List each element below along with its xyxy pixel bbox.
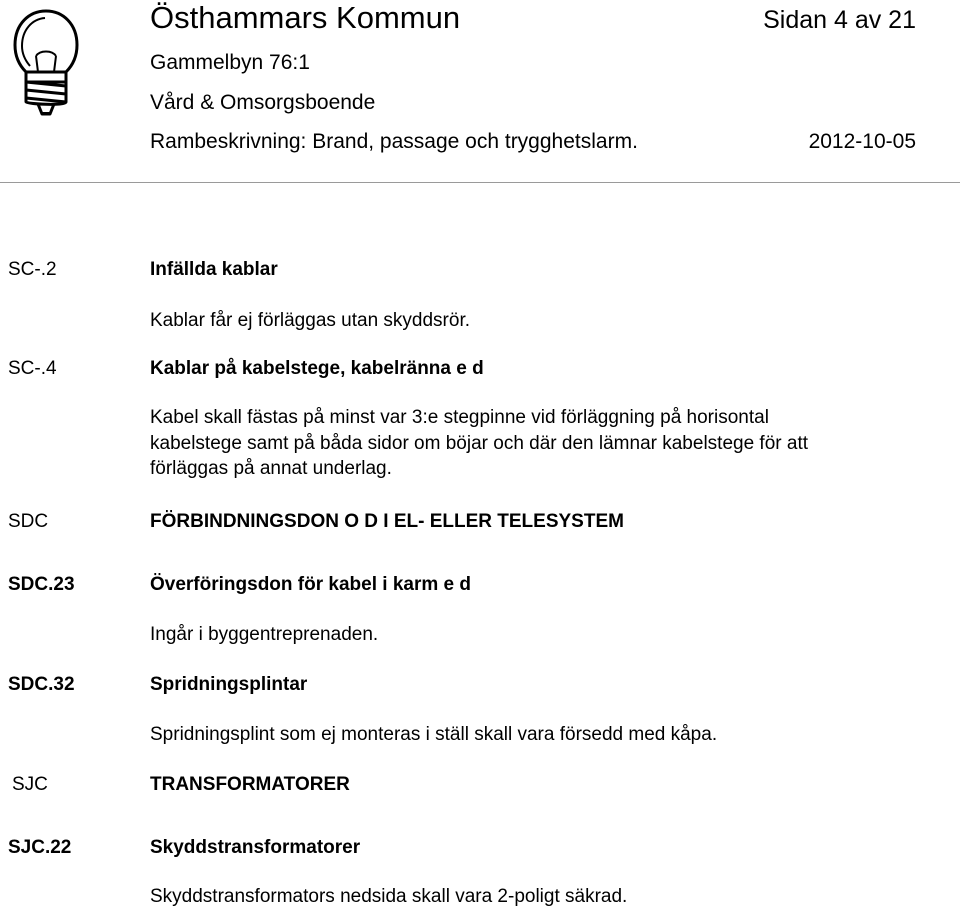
- section-title: Skyddstransformatorer: [150, 837, 361, 858]
- section-title: Spridningsplintar: [150, 674, 308, 695]
- section-title: TRANSFORMATORER: [150, 774, 350, 795]
- section-text: Skyddstransformators nedsida skall vara 2-poligt säkrad.: [150, 886, 628, 907]
- header-divider: [0, 182, 960, 183]
- section-title: Överföringsdon för kabel i karm e d: [150, 574, 471, 595]
- section-text: Kablar får ej förläggas utan skyddsrör.: [150, 310, 471, 331]
- facility-name: Vård & Omsorgsboende: [150, 91, 376, 114]
- page-number: Sidan 4 av 21: [763, 6, 916, 34]
- section-text: Spridningsplint som ej monteras i ställ skall vara försedd med kåpa.: [150, 724, 718, 745]
- document-description: Rambeskrivning: Brand, passage och trygghetslarm.: [150, 130, 638, 153]
- section-code: SDC.32: [8, 674, 75, 695]
- section-title: FÖRBINDNINGSDON O D I EL- ELLER TELESYSTEM: [150, 511, 624, 532]
- section-code: SDC: [8, 511, 49, 532]
- section-code: SC-.4: [8, 358, 57, 379]
- section-text: Kabel skall fästas på minst var 3:e stegpinne vid förläggning på horisontal kabelstege samt på båda sidor om böjar och där den lämnar kabelstege för att förläggas på annat underlag.: [150, 407, 808, 480]
- section-code: SC-.2: [8, 259, 57, 280]
- section-title: Kablar på kabelstege, kabelränna e d: [150, 358, 484, 379]
- section-code: SJC: [12, 774, 48, 795]
- light-bulb-icon: [12, 8, 80, 118]
- section-title: Infällda kablar: [150, 259, 278, 280]
- section-code: SJC.22: [8, 837, 72, 858]
- section-code: SDC.23: [8, 574, 75, 595]
- organization-name: Östhammars Kommun: [150, 0, 461, 35]
- document-date: 2012-10-05: [808, 130, 916, 153]
- section-text: Ingår i byggentreprenaden.: [150, 624, 379, 645]
- property-name: Gammelbyn 76:1: [150, 51, 310, 74]
